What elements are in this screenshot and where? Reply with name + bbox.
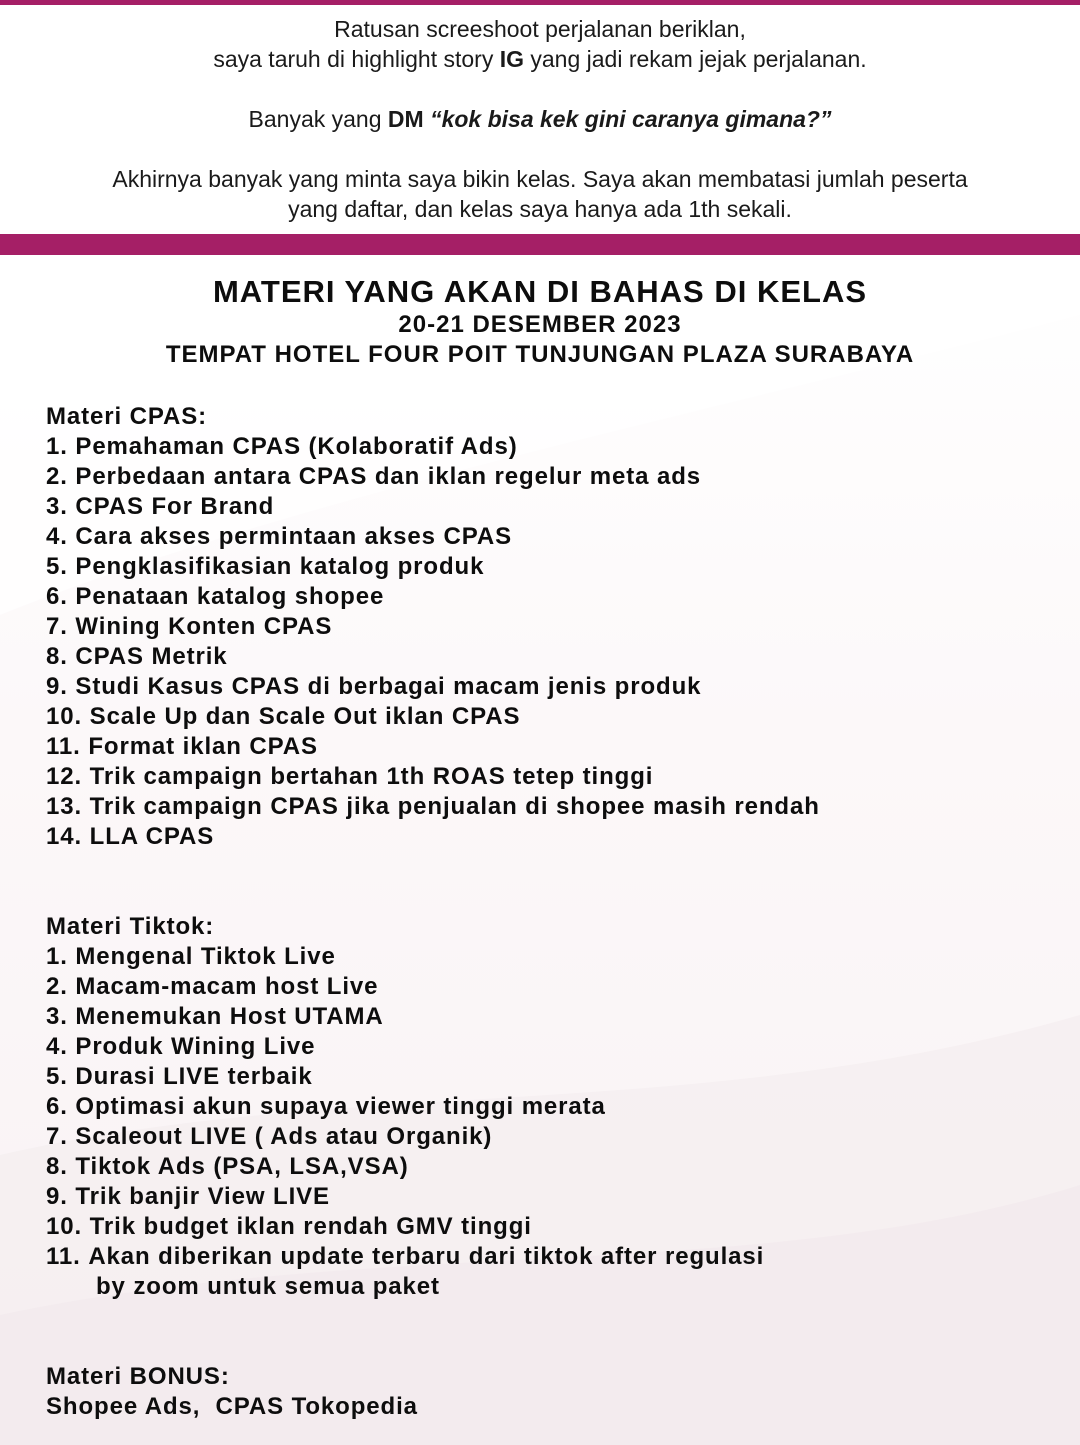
list-item: 9. Studi Kasus CPAS di berbagai macam jenis produk [46,673,702,700]
list-item: 3. Menemukan Host UTAMA [46,1003,384,1030]
bonus-section [46,1362,418,1422]
intro-line-3-bold: DM [387,106,424,132]
list-item: 4. Cara akses permintaan akses CPAS [46,523,512,550]
list-item: 10. Scale Up dan Scale Out iklan CPAS [46,703,521,730]
list-item: 11. Akan diberikan update terbaru dari tiktok after regulasi [46,1243,765,1270]
list-item: 2. Perbedaan antara CPAS dan iklan regelur meta ads [46,463,702,490]
intro-line-2-pre: saya taruh di highlight story [213,46,500,72]
tiktok-section [46,912,764,1302]
cpas-section-title: Materi CPAS: [46,403,208,430]
top-accent-bar [0,0,1080,5]
list-item: 1. Pemahaman CPAS (Kolaboratif Ads) [46,433,518,460]
list-item: 3. CPAS For Brand [46,493,275,520]
cpas-section [46,402,820,852]
list-item: 8. Tiktok Ads (PSA, LSA,VSA) [46,1153,409,1180]
intro-quote: “kok bisa kek gini caranya gimana?” [430,106,832,132]
intro-line-1: Ratusan screeshoot perjalanan beriklan, [334,16,746,42]
list-item: 7. Scaleout LIVE ( Ads atau Organik) [46,1123,493,1150]
intro-line-2-bold: IG [499,46,524,72]
list-item: 5. Pengklasifikasian katalog produk [46,553,485,580]
list-item: 7. Wining Konten CPAS [46,613,333,640]
intro-text [0,14,1080,224]
event-venue: TEMPAT HOTEL FOUR POIT TUNJUNGAN PLAZA SURABAYA [165,341,915,368]
event-date: 20-21 DESEMBER 2023 [398,311,682,338]
intro-line-3-pre: Banyak yang [248,106,388,132]
list-item: 10. Trik budget iklan rendah GMV tinggi [46,1213,532,1240]
intro-line-3 [0,104,1080,134]
intro-line-5: yang daftar, dan kelas saya hanya ada 1th sekali. [288,196,792,222]
list-item: 8. CPAS Metrik [46,643,228,670]
bonus-section-title: Materi BONUS: [46,1363,230,1390]
bonus-text: Shopee Ads, CPAS Tokopedia [46,1393,418,1420]
list-item: 6. Penataan katalog shopee [46,583,385,610]
list-item-continuation: by zoom untuk semua paket [96,1273,440,1300]
list-item: 2. Macam-macam host Live [46,973,379,1000]
list-item: 12. Trik campaign bertahan 1th ROAS tetep tinggi [46,763,654,790]
intro-line-4: Akhirnya banyak yang minta saya bikin kelas. Saya akan membatasi jumlah peserta [112,166,968,192]
intro-line-2 [0,44,1080,74]
list-item: 9. Trik banjir View LIVE [46,1183,330,1210]
intro-line-2-post: yang jadi rekam jejak perjalanan. [524,46,867,72]
divider-accent-bar [0,234,1080,255]
list-item: 4. Produk Wining Live [46,1033,316,1060]
list-item: 1. Mengenal Tiktok Live [46,943,336,970]
list-item: 13. Trik campaign CPAS jika penjualan di shopee masih rendah [46,793,820,820]
list-item: 14. LLA CPAS [46,823,215,850]
list-item: 11. Format iklan CPAS [46,733,318,760]
tiktok-section-title: Materi Tiktok: [46,913,215,940]
list-item: 6. Optimasi akun supaya viewer tinggi merata [46,1093,606,1120]
materials-heading: MATERI YANG AKAN DI BAHAS DI KELAS [212,274,868,309]
list-item: 5. Durasi LIVE terbaik [46,1063,313,1090]
